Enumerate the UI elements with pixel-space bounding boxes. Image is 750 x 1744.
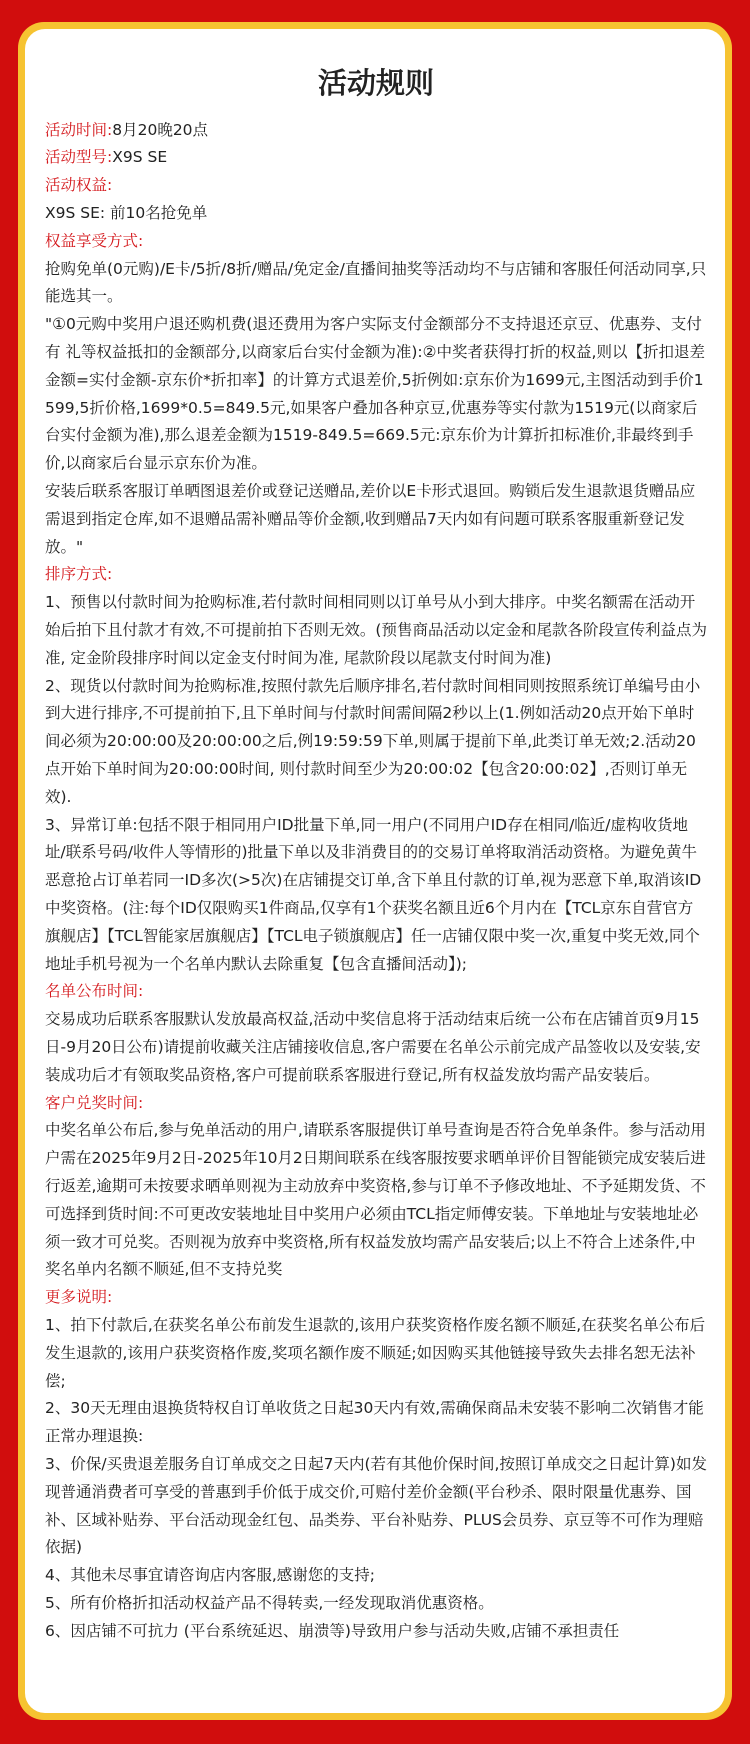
more-item: 5、所有价格折扣活动权益产品不得转卖,一经发现取消优惠资格。: [45, 1593, 494, 1612]
page-title: 活动规则: [317, 66, 434, 100]
activity-time: [45, 117, 707, 145]
more-item: 3、价保/买贵退差服务自订单成交之日起7天内(若有其他价保时间,按照订单成交之日起计算)如发现普通消费者可享受的普惠到手价低于成交价,可赔付差价金额(平台秒杀、限时限量优惠券、国补、区域补贴券、平台活动现金红包、品类券、平台补贴券、PLUS会员券、京豆等不可作为理赔依据): [45, 1454, 707, 1557]
benefit-text: X9S SE: 前10名抢免单: [45, 204, 208, 223]
more-item: 4、其他未尽事宜请咨询店内客服,感谢您的支持;: [45, 1566, 376, 1585]
redeem-text: 中奖名单公布后,参与免单活动的用户,请联系客服提供订单号查询是否符合免单条件。参与活动用户需在2025年9月2日-2025年10月2日期间联系在线客服按要求晒单评价目智能锁完成安装后进行返差,逾期可未按要求晒单则视为主动放弃中奖资格,参与订单不予修改地址、不予延期发货、不可选择到货时间:不可更改安装地址目中奖用户必须由TCL指定师傅安装。下单地址与安装地址必须一致才可兑奖。否则视为放弃中奖资格,所有权益发放均需产品安装后;以上不符合上述条件,中奖名单内名额不顺延,但不支持兑奖: [45, 1121, 706, 1279]
ranking-heading: 排序方式:: [45, 565, 113, 584]
more-item: 2、30天无理由退换货特权自订单收货之日起30天内有效,需确保商品未安装不影响二次销售才能正常办理退换:: [45, 1399, 704, 1446]
activity-model-label: 活动型号:: [45, 148, 113, 167]
announce-text: 交易成功后联系客服默认发放最高权益,活动中奖信息将于活动结束后统一公布在店铺首页9月15日-9月20日公布)请提前收藏关注店铺接收信息,客户需要在名单公示前完成产品签收以及安装,安装成功后才有领取奖品资格,客户可提前联系客服进行登记,所有权益发放均需产品安装后。: [45, 1010, 701, 1084]
ranking-item: 2、现货以付款时间为抢购标准,按照付款先后顺序排名,若付款时间相同则按照系统订单编号由小到大进行排序,不可提前拍下,且下单时间与付款时间需间隔2秒以上(1.例如活动20点开始下单时间必须为20:00:00及20:00:00之后,例19:59:59下单,则属于提前下单,此类订单无效;2.活动20点开始下单时间为20:00:00时间, 则付款时间至少为20:00:02【包含20:00:02】,否则订单无效).: [45, 676, 701, 806]
method-paragraph: 抢购免单(0元购)/E卡/5折/8折/赠品/免定金/直播间抽奖等活动均不与店铺和客服任何活动同享,只能选其一。: [45, 259, 707, 306]
activity-model: [45, 144, 707, 172]
rules-card: [25, 29, 725, 1713]
more-heading: 更多说明:: [45, 1288, 113, 1307]
activity-model-value: X9S SE: [112, 148, 168, 167]
activity-time-value: 8月20晚20点: [112, 120, 209, 139]
more-item: 6、因店铺不可抗力 (平台系统延迟、崩溃等)导致用户参与活动失败,店铺不承担责任: [45, 1621, 620, 1640]
method-paragraph: 安装后联系客服订单晒图退差价或登记送赠品,差价以E卡形式退回。购锁后发生退款退货赠品应需退到指定仓库,如不退赠品需补赠品等价金额,收到赠品7天内如有问题可联系客服重新登记发放。": [45, 482, 696, 556]
ranking-item: 1、预售以付款时间为抢购标准,若付款时间相同则以订单号从小到大排序。中奖名额需在活动开始后拍下且付款才有效,不可提前拍下否则无效。(预售商品活动以定金和尾款各阶段宣传利益点为准, 定金阶段排序时间以定金支付时间为准, 尾款阶段以尾款支付时间为准): [45, 593, 707, 667]
ranking-item: 3、异常订单:包括不限于相同用户ID批量下单,同一用户(不同用户ID存在相同/临近/虚构收货地址/联系号码/收件人等情形的)批量下单以及非消费目的的交易订单将取消活动资格。为避免黄牛恶意抢占订单若同一ID多次(>5次)在店铺提交订单,含下单且付款的订单,视为恶意下单,取消该ID中奖资格。(注:每个ID仅限购买1件商品,仅享有1个获奖名额且近6个月内在【TCL京东自营官方旗舰店】【TCL智能家居旗舰店】【TCL电子锁旗舰店】任一店铺仅限中奖一次,重复中奖无效,同个地址手机号视为一个名单内默认去除重复【包含直播间活动】);: [45, 815, 702, 973]
more-item: 1、拍下付款后,在获奖名单公布前发生退款的,该用户获奖资格作废名额不顺延,在获奖名单公布后发生退款的,该用户获奖资格作废,奖项名额作废不顺延;如因购买其他链接导致失去排名恕无法补偿;: [45, 1315, 706, 1390]
announce-heading: 名单公布时间:: [45, 982, 144, 1001]
rules-frame: [18, 22, 732, 1720]
redeem-heading: 客户兑奖时间:: [45, 1093, 144, 1112]
activity-time-label: 活动时间:: [45, 120, 113, 139]
method-paragraph: "①0元购中奖用户退还购机费(退还费用为客户实际支付金额部分不支持退还京豆、优惠券、支付有 礼等权益抵扣的金额部分,以商家后台实付金额为准):②中奖者获得打折的权益,则以【折扣退差金额=实付金额-京东价*折扣率】的计算方式退差价,5折例如:京东价为1699元,主图活动到手价1599,5折价格,1699*0.5=849.5元,如果客户叠加各种京豆,优惠券等实付款为1519元(以商家后台实付金额为准),那么退差金额为1519-849.5=669.5元:京东价为计算折扣标准价,非最终到手价,以商家后台显示京东价为准。: [45, 315, 705, 473]
method-heading: 权益享受方式:: [45, 231, 144, 250]
benefit-heading: 活动权益:: [45, 176, 113, 195]
